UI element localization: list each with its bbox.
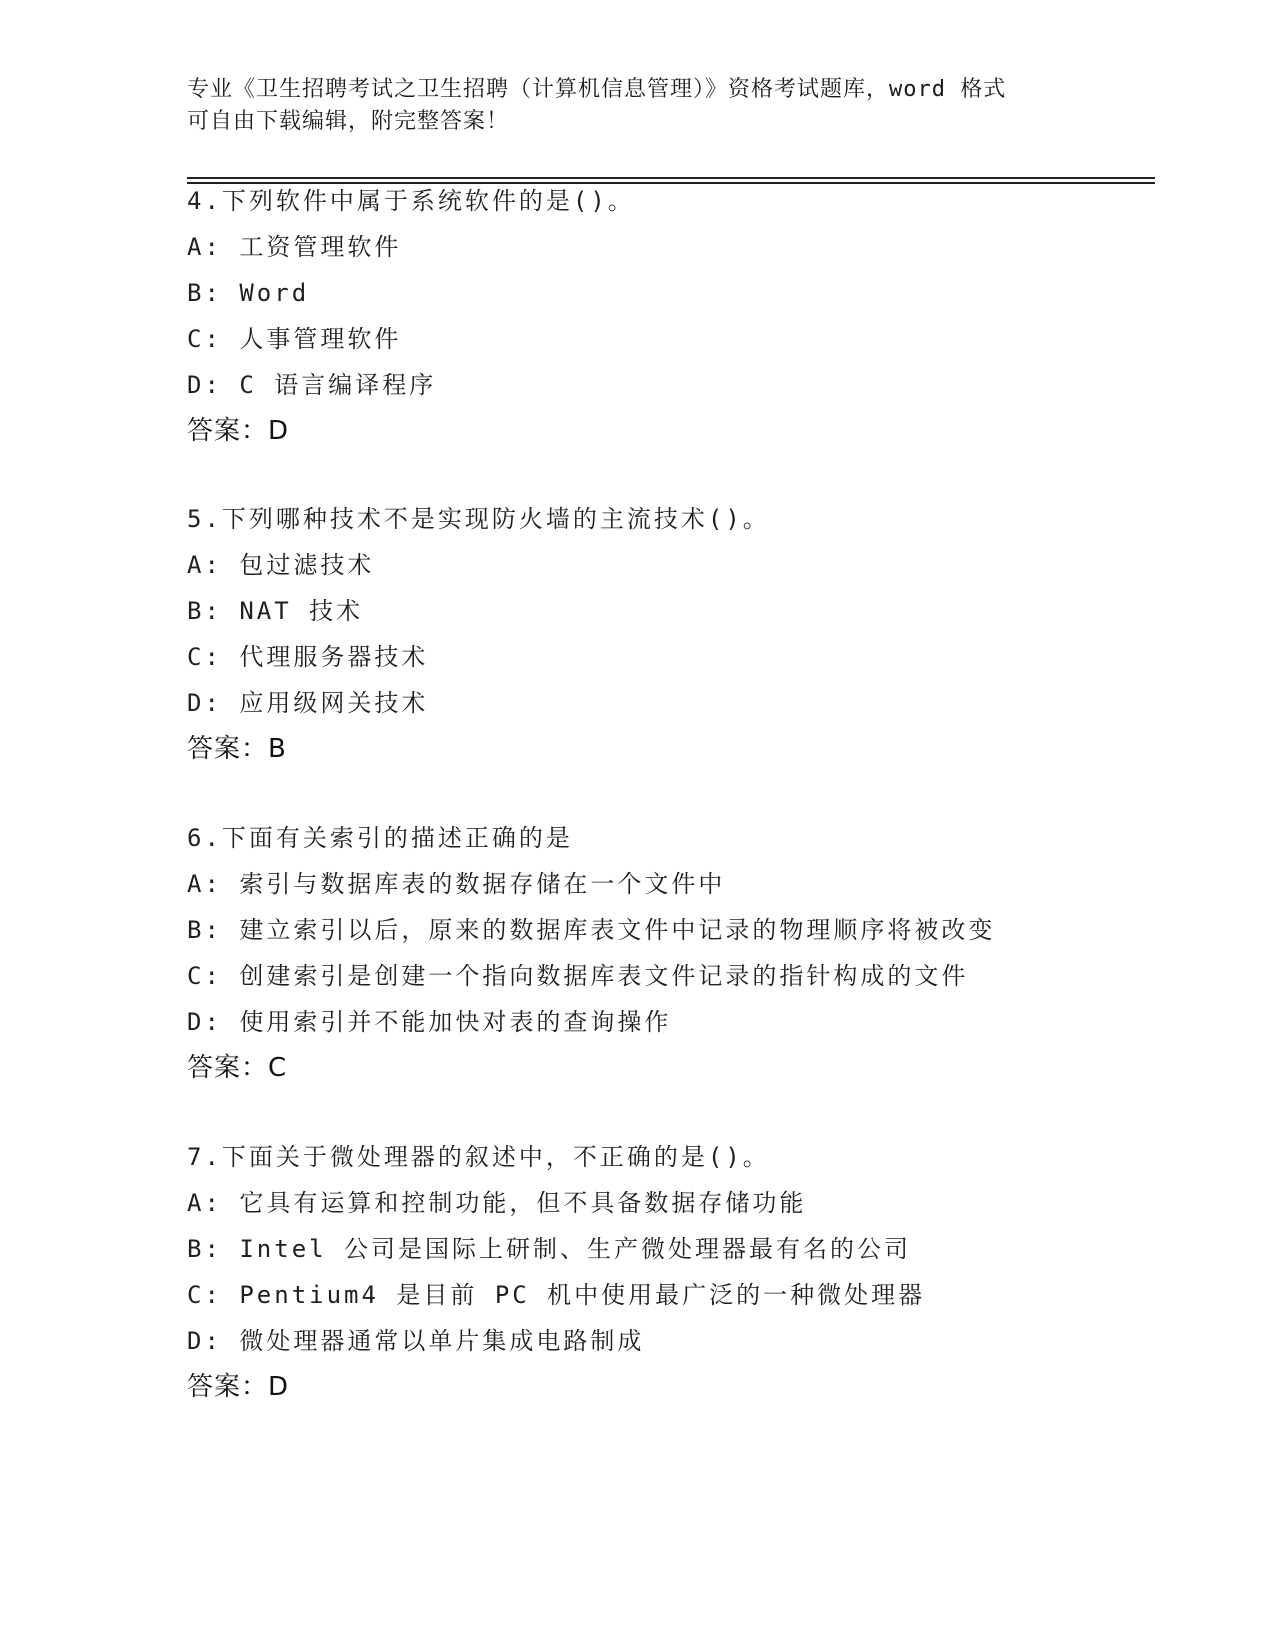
option-c: C: 代理服务器技术: [187, 643, 429, 671]
answer-line: 答案：D: [187, 1372, 290, 1402]
question-4: [187, 178, 1187, 454]
option-c: C: 创建索引是创建一个指向数据库表文件记录的指针构成的文件: [187, 962, 969, 990]
option-d: D: C 语言编译程序: [187, 371, 437, 399]
answer-line: 答案：B: [187, 734, 287, 764]
option-d: D: 应用级网关技术: [187, 689, 429, 717]
question-stem: 7.下面关于微处理器的叙述中，不正确的是()。: [187, 1143, 770, 1171]
option-b: B: Word: [187, 279, 310, 307]
question-stem: 4.下列软件中属于系统软件的是()。: [187, 187, 635, 215]
option-a: A: 索引与数据库表的数据存储在一个文件中: [187, 870, 726, 898]
option-a: A: 包过滤技术: [187, 551, 375, 579]
question-5: [187, 496, 1187, 772]
option-b: B: 建立索引以后，原来的数据库表文件中记录的物理顺序将被改变: [187, 916, 996, 944]
option-a: A: 它具有运算和控制功能，但不具备数据存储功能: [187, 1189, 807, 1217]
question-stem: 5.下列哪种技术不是实现防火墙的主流技术()。: [187, 505, 770, 533]
answer-line: 答案：D: [187, 416, 290, 446]
header-line-1: 专业《卫生招聘考试之卫生招聘（计算机信息管理）》资格考试题库，word 格式: [187, 77, 1007, 102]
option-d: D: 使用索引并不能加快对表的查询操作: [187, 1008, 672, 1036]
document-header: [187, 74, 1087, 138]
option-a: A: 工资管理软件: [187, 233, 402, 261]
answer-line: 答案：C: [187, 1053, 288, 1083]
option-b: B: NAT 技术: [187, 597, 364, 625]
option-b: B: Intel 公司是国际上研制、生产微处理器最有名的公司: [187, 1235, 912, 1263]
header-line-2: 可自由下载编辑，附完整答案！: [187, 109, 510, 134]
option-c: C: 人事管理软件: [187, 325, 402, 353]
option-c: C: Pentium4 是目前 PC 机中使用最广泛的一种微处理器: [187, 1281, 926, 1309]
option-d: D: 微处理器通常以单片集成电路制成: [187, 1327, 645, 1355]
question-stem: 6.下面有关索引的描述正确的是: [187, 824, 573, 852]
question-7: [187, 1134, 1187, 1410]
question-6: [187, 815, 1187, 1091]
